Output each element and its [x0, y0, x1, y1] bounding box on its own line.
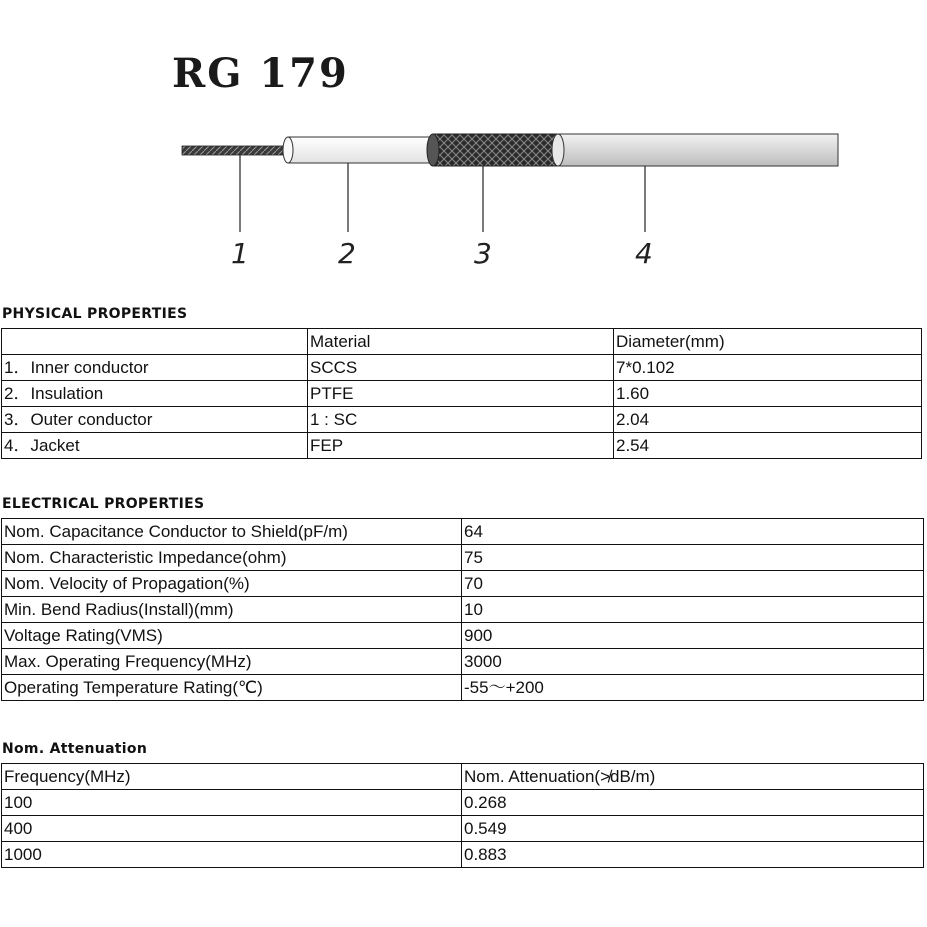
table-cell: Min. Bend Radius(Install)(mm) — [2, 597, 462, 623]
electrical-properties-heading: ELECTRICAL PROPERTIES — [2, 496, 205, 512]
table-cell: 4．Jacket — [2, 433, 308, 459]
header-cell: Frequency(MHz) — [2, 764, 462, 790]
table-row — [2, 842, 924, 868]
table-cell: -55～+200 — [462, 675, 924, 701]
callout-2: 2 — [338, 237, 356, 270]
table-cell: 100 — [2, 790, 462, 816]
table-row — [2, 816, 924, 842]
table-cell: FEP — [308, 433, 614, 459]
table-header-row — [2, 764, 924, 790]
table-row — [2, 675, 924, 701]
physical-properties-heading: PHYSICAL PROPERTIES — [2, 306, 188, 322]
table-row — [2, 433, 922, 459]
table-header-row — [2, 329, 922, 355]
table-cell: 1.60 — [614, 381, 922, 407]
table-cell: Nom. Capacitance Conductor to Shield(pF/m) — [2, 519, 462, 545]
table-cell: 0.268 — [462, 790, 924, 816]
header-cell: Diameter(mm) — [614, 329, 922, 355]
cable-diagram — [0, 115, 927, 280]
table-cell: 75 — [462, 545, 924, 571]
table-row — [2, 545, 924, 571]
attenuation-heading: Nom. Attenuation — [2, 741, 148, 757]
table-row — [2, 790, 924, 816]
electrical-properties-table — [1, 518, 924, 701]
table-cell: 2.54 — [614, 433, 922, 459]
table-cell: PTFE — [308, 381, 614, 407]
cable-cross-section-illustration — [0, 115, 927, 280]
table-cell: 10 — [462, 597, 924, 623]
table-row — [2, 381, 922, 407]
table-cell: 2．Insulation — [2, 381, 308, 407]
table-row — [2, 407, 922, 433]
table-row — [2, 597, 924, 623]
table-cell: 1000 — [2, 842, 462, 868]
table-cell: Nom. Velocity of Propagation(%) — [2, 571, 462, 597]
table-cell: 1．Inner conductor — [2, 355, 308, 381]
table-row — [2, 623, 924, 649]
callout-1: 1 — [231, 237, 249, 270]
table-cell: 0.883 — [462, 842, 924, 868]
table-cell: 3000 — [462, 649, 924, 675]
callout-4: 4 — [635, 237, 653, 270]
table-cell: Operating Temperature Rating(℃) — [2, 675, 462, 701]
table-cell: Nom. Characteristic Impedance(ohm) — [2, 545, 462, 571]
jacket — [558, 134, 838, 166]
callout-3: 3 — [474, 237, 492, 270]
table-cell: 1 : SC — [308, 407, 614, 433]
physical-properties-table — [1, 328, 922, 459]
table-cell: SCCS — [308, 355, 614, 381]
attenuation-table — [1, 763, 924, 868]
table-cell: Max. Operating Frequency(MHz) — [2, 649, 462, 675]
header-cell — [2, 329, 308, 355]
product-title: RG 179 — [172, 50, 349, 97]
table-row — [2, 355, 922, 381]
outer-conductor — [433, 134, 561, 166]
table-row — [2, 519, 924, 545]
header-cell: Material — [308, 329, 614, 355]
table-cell: 900 — [462, 623, 924, 649]
table-cell: 2.04 — [614, 407, 922, 433]
table-row — [2, 571, 924, 597]
table-cell: 0.549 — [462, 816, 924, 842]
inner-conductor — [182, 146, 292, 155]
table-cell: Voltage Rating(VMS) — [2, 623, 462, 649]
table-cell: 7*0.102 — [614, 355, 922, 381]
table-cell: 3．Outer conductor — [2, 407, 308, 433]
table-cell: 400 — [2, 816, 462, 842]
table-cell: 70 — [462, 571, 924, 597]
table-cell: 64 — [462, 519, 924, 545]
header-cell: Nom. Attenuation(≯dB/m) — [462, 764, 924, 790]
table-row — [2, 649, 924, 675]
insulation — [288, 137, 436, 163]
